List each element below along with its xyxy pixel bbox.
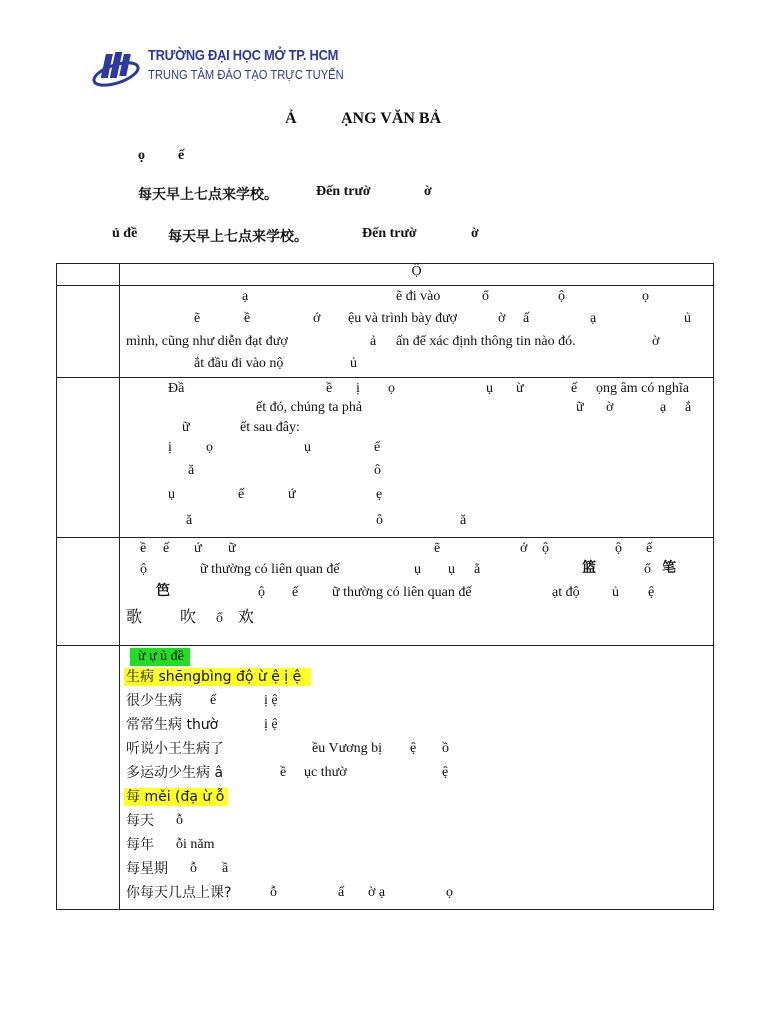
row-content-cell (120, 378, 714, 538)
text-fragment: ữ (576, 400, 584, 415)
text-fragment: ộ (542, 541, 549, 556)
logo-emblem-icon (92, 44, 150, 94)
table-row (57, 378, 714, 538)
chinese-character-basket: 篮 (582, 560, 596, 576)
highlighted-vocab-line: 每 měi (đạ ừ ỗ (124, 788, 228, 806)
text-fragment: ẽ (434, 541, 441, 556)
text-fragment: ô (376, 513, 383, 528)
table-row (57, 646, 714, 910)
text-fragment: ạt độ (552, 585, 580, 600)
text-fragment: ằ (474, 562, 481, 577)
intro-line3-vietnamese: Đến trườ (362, 226, 417, 241)
text-fragment: ộ (558, 289, 565, 304)
text-fragment: ế (210, 693, 217, 708)
text-fragment: ô (374, 463, 381, 478)
text-fragment: ệ (410, 741, 417, 756)
text-fragment: ờ (606, 400, 614, 415)
text-fragment: ầ (222, 861, 229, 876)
chinese-example: 听说小王生病了 (126, 741, 224, 757)
text-fragment: ế (374, 440, 381, 455)
text-fragment: ữ thường có liên quan đế (332, 585, 472, 600)
chinese-character-joy: 欢 (238, 607, 255, 626)
chinese-character-fence: 笆 (156, 583, 170, 599)
text-fragment: ỗ (190, 861, 197, 876)
text-fragment: ế (238, 487, 245, 502)
text-fragment: ắt đầu đi vào nộ (194, 356, 284, 371)
text-fragment: ă (188, 463, 195, 478)
table-header-label-cell (57, 264, 120, 286)
text-fragment: ỗ (176, 813, 183, 828)
chinese-character-blow: 吹 (180, 607, 197, 626)
text-fragment: ọng âm có nghĩa (596, 381, 689, 396)
text-fragment: ộ (140, 562, 147, 577)
text-fragment: ọ (206, 440, 213, 455)
text-fragment: mình, cũng như diễn đạt đượ (126, 334, 288, 349)
university-logo (92, 44, 344, 94)
row-content-cell (120, 538, 714, 646)
intro-line3-prefix: ủ đề (112, 226, 138, 241)
chinese-example: 你每天几点上课? (126, 885, 232, 901)
text-fragment: ắ (685, 400, 692, 415)
text-fragment: ọ (446, 885, 453, 900)
text-fragment: ấ (338, 885, 345, 900)
highlighted-vocab-line: 生病 shēngbìng độ ừ ệ ị ệ (124, 668, 311, 686)
text-fragment: Đầ (168, 381, 185, 396)
text-fragment: ổ (644, 562, 651, 577)
intro-line3-chinese: 每天早上七点来学校。 (168, 229, 308, 245)
text-fragment: ều Vương bị (312, 741, 382, 756)
text-fragment: ệ (442, 765, 449, 780)
row-label-cell (57, 646, 120, 910)
text-fragment: ề (280, 765, 287, 780)
text-fragment: ạ (242, 289, 249, 304)
text-fragment: ỗ (270, 885, 277, 900)
text-fragment: ị (168, 440, 172, 455)
text-fragment: ổ (216, 611, 223, 626)
text-fragment: ủ (612, 585, 619, 600)
text-fragment: ọ (388, 381, 395, 396)
text-fragment: ụ (486, 381, 493, 396)
text-fragment: ề (244, 311, 251, 326)
text-fragment: ộ (615, 541, 622, 556)
chinese-example: 每年 (126, 837, 154, 853)
row-label-cell (57, 286, 120, 378)
row-content-cell (120, 286, 714, 378)
text-fragment: ấ (523, 311, 530, 326)
text-fragment: ứ (288, 487, 296, 502)
text-fragment: ế (292, 585, 299, 600)
text-fragment: ụ (414, 562, 421, 577)
text-fragment: ọ (642, 289, 649, 304)
chinese-character-song: 歌 (126, 607, 143, 626)
text-fragment: ị (356, 381, 360, 396)
text-fragment: ết đó, chúng ta phả (256, 400, 363, 415)
text-fragment: ớ (520, 541, 528, 556)
chinese-example: 多运动少生病 â (126, 765, 224, 781)
text-fragment: ụ (448, 562, 455, 577)
table-row (57, 286, 714, 378)
row-label-cell (57, 378, 120, 538)
logo-line-center: TRUNG TÂM ĐÀO TẠO TRỰC TUYẾN (148, 67, 344, 82)
chinese-example: 很少生病 (126, 693, 182, 709)
text-fragment: ữ (182, 420, 190, 435)
row-content-cell (120, 646, 714, 910)
text-fragment: ệ (648, 585, 655, 600)
doc-title-left: Ả (285, 110, 297, 127)
text-fragment: ẽ (194, 311, 201, 326)
intro-line1-a: ọ (138, 148, 145, 163)
text-fragment: ị ệ (264, 693, 278, 708)
intro-line3-end: ờ (471, 226, 479, 241)
logo-line-university: TRƯỜNG ĐẠI HỌC MỞ TP. HCM (148, 47, 339, 64)
chinese-example: 每天 (126, 813, 154, 829)
chinese-character-pen: 笔 (662, 560, 676, 576)
intro-line2-chinese: 每天早上七点来学校。 (138, 187, 278, 203)
text-fragment: ă (460, 513, 467, 528)
text-fragment: ờ (498, 311, 506, 326)
text-fragment: ữ (228, 541, 236, 556)
text-fragment: ế (163, 541, 170, 556)
table-header-text: Ộ (411, 264, 422, 279)
text-fragment: ỗi năm (176, 837, 215, 852)
table-row (57, 538, 714, 646)
text-fragment: ế (571, 381, 578, 396)
text-fragment: ủ (684, 311, 691, 326)
text-fragment: ủ (350, 356, 357, 371)
text-fragment: ế (646, 541, 653, 556)
content-table (56, 263, 714, 910)
intro-line2-end: ờ (424, 184, 432, 199)
table-header-row (57, 264, 714, 286)
text-fragment: ữ thường có liên quan đế (200, 562, 340, 577)
text-fragment: ụ (304, 440, 311, 455)
text-fragment: ả (370, 334, 377, 349)
table-header-cell (120, 264, 714, 286)
text-fragment: ạ (590, 311, 597, 326)
text-fragment: ết sau đây: (240, 420, 300, 435)
intro-line1-b: ế (178, 148, 185, 163)
text-fragment: ớ (313, 311, 321, 326)
intro-line2-vietnamese: Đến trườ (316, 184, 371, 199)
highlighted-heading: ừ ự ủ đề (130, 648, 190, 666)
text-fragment: ấn để xác định thông tin nào đó. (396, 334, 576, 349)
text-fragment: ục thườ (304, 765, 347, 780)
doc-title-right: ẠNG VĂN BẢ (341, 110, 442, 127)
text-fragment: ề (140, 541, 147, 556)
text-fragment: ẽ đi vào (396, 289, 441, 304)
text-fragment: ờ (652, 334, 660, 349)
text-fragment: ộ (258, 585, 265, 600)
chinese-example: 常常生病 thườ (126, 717, 219, 733)
text-fragment: ờ ạ (368, 885, 386, 900)
row-label-cell (57, 538, 120, 646)
text-fragment: ồ (442, 741, 449, 756)
chinese-example: 每星期 (126, 861, 168, 877)
text-fragment: ạ (660, 400, 667, 415)
text-fragment: ổ (482, 289, 489, 304)
text-fragment: ề (326, 381, 333, 396)
text-fragment: ẹ (376, 487, 383, 502)
text-fragment: ệu và trình bày đượ (348, 311, 458, 326)
text-fragment: ứ (194, 541, 202, 556)
text-fragment: ừ (516, 381, 524, 396)
text-fragment: ị ệ (264, 717, 278, 732)
text-fragment: ă (186, 513, 193, 528)
text-fragment: ụ (168, 487, 175, 502)
